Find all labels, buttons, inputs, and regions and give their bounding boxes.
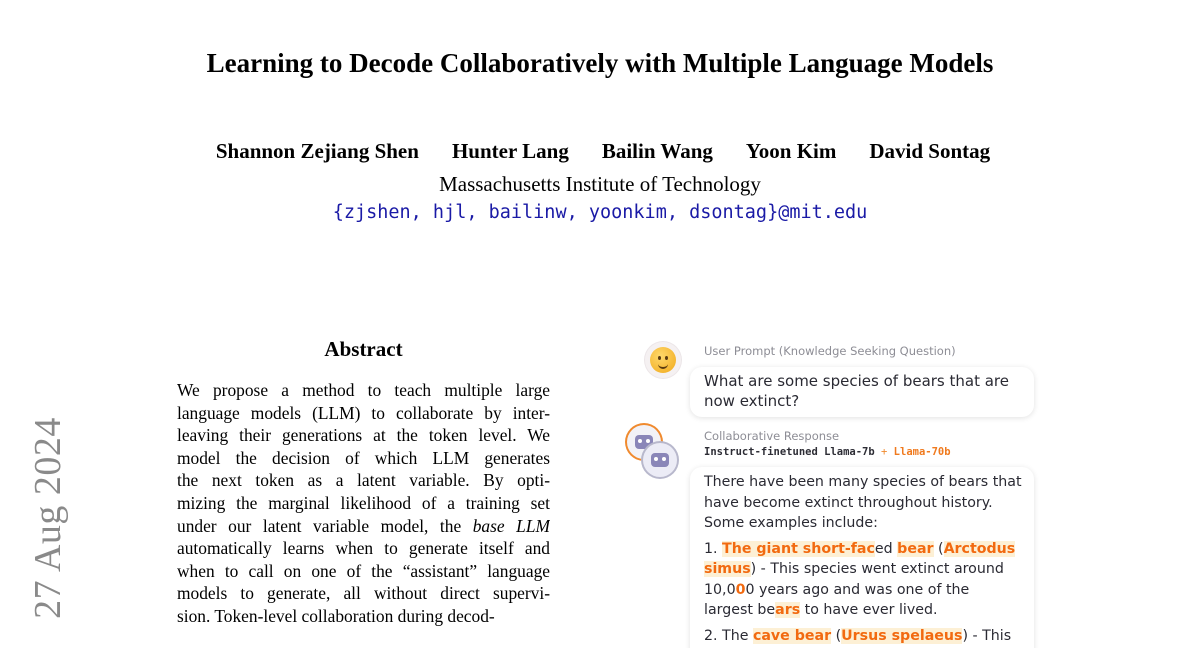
abstract-line: models to generate, all without direct supervi- (177, 583, 550, 604)
abstract-body (177, 379, 550, 649)
abstract-line: model the decision of which LLM generates (177, 447, 550, 468)
abstract-line: We propose a method to teach multiple large (177, 380, 550, 400)
robot-avatars (625, 423, 685, 483)
paper-title: Learning to Decode Collaboratively with Multiple Language Models (206, 48, 994, 78)
smiley-mouth (658, 362, 668, 369)
response-item-1 (704, 539, 1022, 621)
arxiv-date-stamp: 27 Aug 2024 (27, 417, 69, 619)
author-emails[interactable]: {zjshen, hjl, bailinw, yoonkim, dsontag}@mit.edu (332, 202, 868, 223)
abstract-line-text: under our latent variable model, the (177, 515, 462, 536)
assistant-token: Arctodus simus (704, 540, 1016, 577)
base-token: 0 years ago and was one of the largest be (704, 581, 970, 618)
large-model-name: Llama-70b (893, 446, 951, 458)
smiley-face (650, 347, 676, 373)
assistant-token: Ursus spelaeus (841, 627, 963, 644)
assistant-token: bear (897, 540, 934, 557)
assistant-token: 0 (735, 581, 746, 598)
plus-sign: + (881, 446, 888, 458)
abstract-line: automatically learns when to generate itself and (177, 538, 550, 559)
response-bubble (690, 467, 1034, 648)
abstract-line: sion. Token-level collaboration during decod- (177, 605, 495, 626)
item-prefix: 2. The (704, 627, 753, 644)
abstract-line: when to call on one of the “assistant” language (177, 560, 550, 581)
model-names (704, 446, 951, 458)
user-emoji-icon (645, 342, 681, 378)
abstract-line: the next token as a latent variable. By opti- (177, 470, 550, 491)
base-llm-italic: base LLM (472, 515, 550, 536)
prompt-bubble: What are some species of bears that are now extinct? (690, 367, 1034, 417)
author-name: Hunter Lang (451, 139, 569, 163)
item-number: 1. (704, 540, 723, 557)
abstract-line: language models (LLM) to collaborate by inter- (177, 402, 550, 423)
base-token: to have ever lived. (800, 602, 938, 618)
base-token: ed (874, 540, 898, 557)
base-token: ) - This species went extinct around 10,0 (704, 561, 1004, 598)
prompt-caption: User Prompt (Knowledge Seeking Question) (704, 344, 956, 358)
collaboration-figure (620, 335, 1060, 648)
abstract-line: mizing the marginal likelihood of a training set (177, 492, 550, 513)
response-intro: There have been many species of bears that have become extinct throughout history. Some examples include: (704, 474, 1022, 531)
robot-head (651, 453, 669, 467)
author-name: Bailin Wang (601, 139, 713, 163)
base-token: ) - This (962, 627, 1012, 644)
affiliation: Massachusetts Institute of Technology (439, 172, 761, 196)
abstract-heading: Abstract (324, 337, 403, 361)
author-name: Yoon Kim (745, 139, 837, 163)
base-token: ( (831, 627, 842, 644)
abstract-line: leaving their generations at the token level. We (177, 425, 550, 446)
author-list (0, 139, 1200, 164)
author-name: David Sontag (869, 139, 991, 163)
assistant-token: cave bear (752, 627, 832, 644)
response-item-2 (704, 626, 1022, 647)
author-name: Shannon Zejiang Shen (215, 139, 419, 163)
assistant-token: ars (775, 602, 801, 618)
abstract-line-with-italic (177, 515, 550, 538)
robot-icon (643, 443, 677, 477)
base-token: ( (933, 540, 944, 557)
small-model-name: Instruct-finetuned Llama-7b (704, 446, 875, 458)
assistant-token: The giant short-fac (722, 540, 875, 557)
response-caption: Collaborative Response (704, 429, 840, 443)
